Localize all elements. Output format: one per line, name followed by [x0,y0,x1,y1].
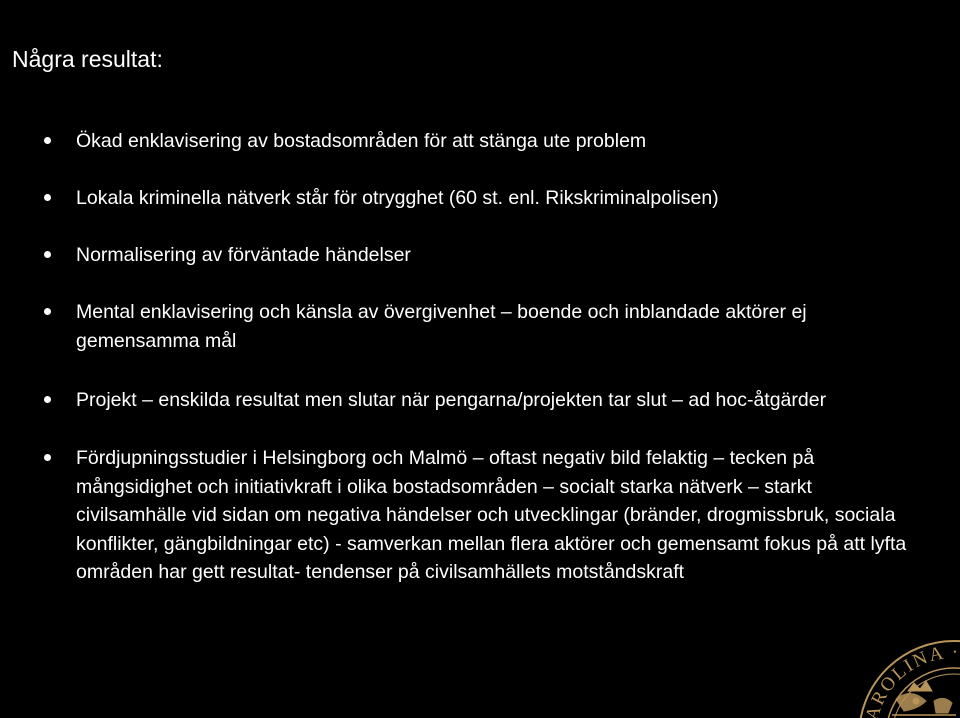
bullet-dot-icon [44,251,51,258]
seal-lettering: AROLINA · [861,641,960,718]
bullet-text: Mental enklavisering och känsla av övergivenhet – boende och inblandade aktörer ej gemensamma mål [76,301,807,352]
slide-title: Några resultat: [12,46,163,72]
bullet-dot-icon [44,396,51,403]
bullet-text: Lokala kriminella nätverk står för otrygghet (60 st. enl. Rikskriminalpolisen) [76,187,719,209]
bullet-text: Projekt – enskilda resultat men slutar när pengarna/projekten tar slut – ad hoc-åtgärder [76,389,827,411]
bullet-dot-icon [44,308,51,315]
bullet-text: Normalisering av förväntade händelser [76,244,411,266]
university-seal-icon [856,631,960,718]
bullet-text: Fördjupningsstudier i Helsingborg och Malmö – oftast negativ bild felaktig – tecken på mångsidighet och initiativkraft i olika bostadsområden – socialt starka nätverk – starkt civilsamhälle vid sidan om negativa händelser och utvecklingar (bränder, drogmissbruk, sociala konflikter, gängbildningar etc) - samverkan mellan flera aktörer och gemensamt fokus på att lyfta områden har gett resultat- tendenser på civilsamhällets motståndskraft [76,447,907,584]
bullet-text: Ökad enklavisering av bostadsområden för att stänga ute problem [76,130,647,152]
bullet-dot-icon [44,454,51,461]
bullet-dot-icon [44,194,51,201]
bullet-dot-icon [44,137,51,144]
